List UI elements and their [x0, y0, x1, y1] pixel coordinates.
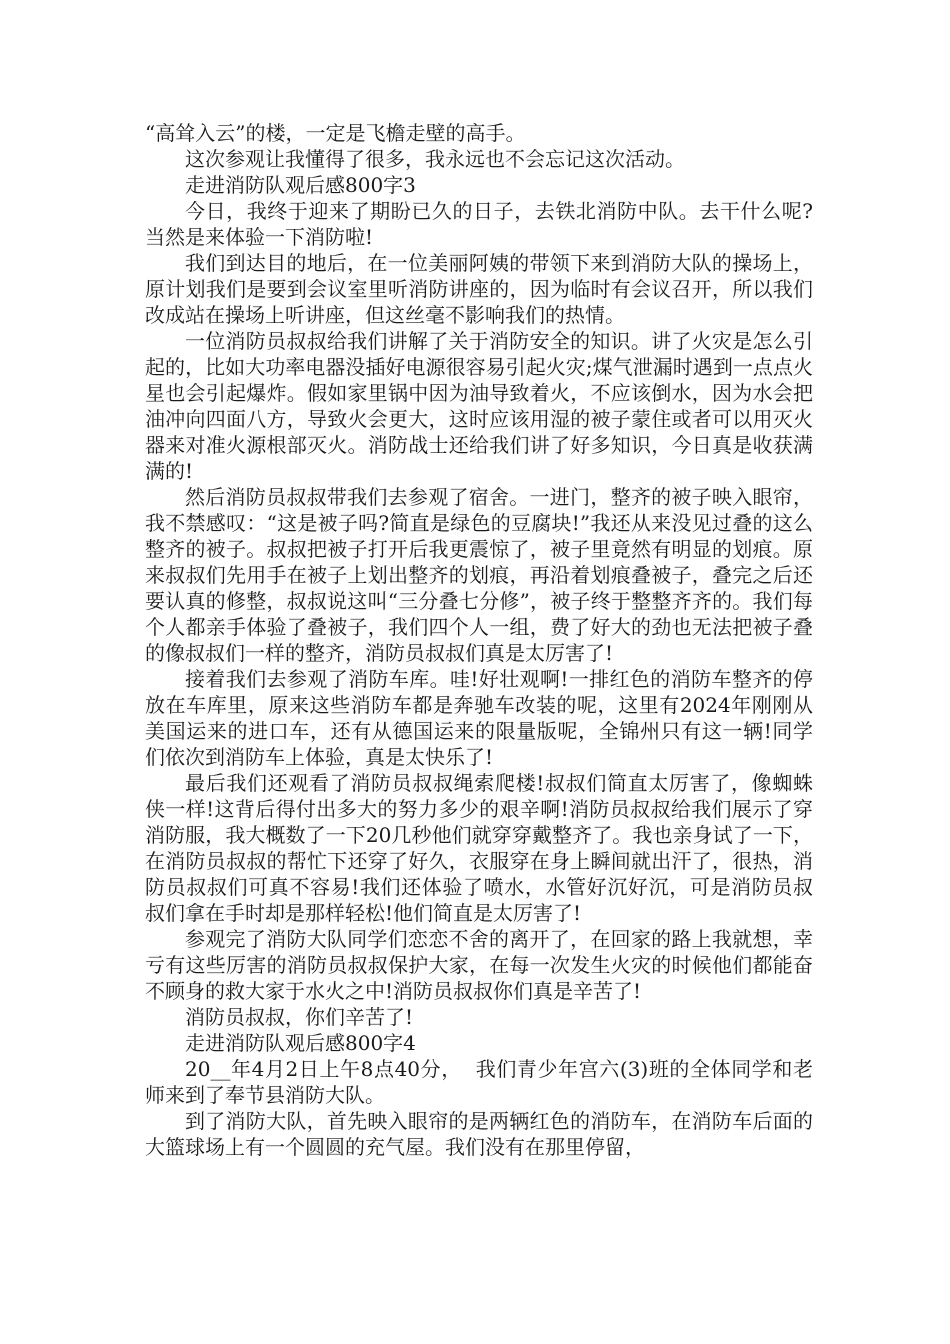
paragraph: “高耸入云”的楼，一定是飞檐走壁的高手。 [145, 121, 526, 145]
paragraph: 消防员叔叔，你们辛苦了! [185, 1005, 414, 1029]
paragraph: 到了消防大队，首先映入眼帘的是两辆红色的消防车，在消防车后面的大篮球场上有一个圆圆的充气屋。我们没有在那里停留， [145, 1109, 813, 1159]
paragraph: 最后我们还观看了消防员叔叔绳索爬楼!叔叔们简直太厉害了，像蜘蛛侠一样!这背后得付出多大的努力多少的艰辛啊!消防员叔叔给我们展示了穿消防服，我大概数了一下20几秒他们就穿穿戴整齐了。我也亲身试了一下，在消防员叔叔的帮忙下还穿了好久，衣服穿在身上瞬间就出汗了，很热，消防员叔叔们可真不容易!我们还体验了喷水，水管好沉好沉，可是消防员叔叔们拿在手时却是那样轻松!他们简直是太厉害了! [145, 771, 813, 925]
document-body [145, 120, 813, 1160]
paragraph: 这次参观让我懂得了很多，我永远也不会忘记这次活动。 [185, 147, 685, 171]
paragraph: 接着我们去参观了消防车库。哇!好壮观啊!一排红色的消防车整齐的停放在车库里，原来这些消防车都是奔驰车改装的呢，这里有2024年刚刚从美国运来的进口车，还有从德国运来的限量版呢，全锦州只有这一辆!同学们依次到消防车上体验，真是太快乐了! [145, 667, 813, 769]
section-heading: 走进消防队观后感800字4 [185, 1031, 416, 1055]
paragraph: 一位消防员叔叔给我们讲解了关于消防安全的知识。讲了火灾是怎么引起的，比如大功率电器没插好电源很容易引起火灾;煤气泄漏时遇到一点点火星也会引起爆炸。假如家里锅中因为油导致着火，不应该倒水，因为水会把油冲向四面八方，导致火会更大，这时应该用湿的被子蒙住或者可以用灭火器来对准火源根部灭火。消防战士还给我们讲了好多知识，今日真是收获满满的! [145, 329, 813, 483]
paragraph: 我们到达目的地后，在一位美丽阿姨的带领下来到消防大队的操场上，原计划我们是要到会议室里听消防讲座的，因为临时有会议召开，所以我们改成站在操场上听讲座，但这丝毫不影响我们的热情。 [145, 251, 813, 327]
paragraph: 今日，我终于迎来了期盼已久的日子，去铁北消防中队。去干什么呢?当然是来体验一下消防啦! [145, 199, 813, 249]
paragraph: 然后消防员叔叔带我们去参观了宿舍。一进门，整齐的被子映入眼帘，我不禁感叹：“这是被子吗?简直是绿色的豆腐块!”我还从来没见过叠的这么整齐的被子。叔叔把被子打开后我更震惊了，被子里竟然有明显的划痕。原来叔叔们先用手在被子上划出整齐的划痕，再沿着划痕叠被子，叠完之后还要认真的修整，叔叔说这叫“三分叠七分修”，被子终于整整齐齐的。我们每个人都亲手体验了叠被子，我们四个人一组，费了好大的劲也无法把被子叠的像叔叔们一样的整齐，消防员叔叔们真是太厉害了! [145, 485, 813, 665]
paragraph: 参观完了消防大队同学们恋恋不舍的离开了，在回家的路上我就想，幸亏有这些厉害的消防员叔叔保护大家，在每一次发生火灾的时候他们都能奋不顾身的救大家于水火之中!消防员叔叔你们真是辛苦了! [145, 927, 813, 1003]
section-heading: 走进消防队观后感800字3 [185, 173, 416, 197]
paragraph: 20__年4月2日上午8点40分， 我们青少年宫六(3)班的全体同学和老师来到了奉节县消防大队。 [145, 1057, 813, 1107]
